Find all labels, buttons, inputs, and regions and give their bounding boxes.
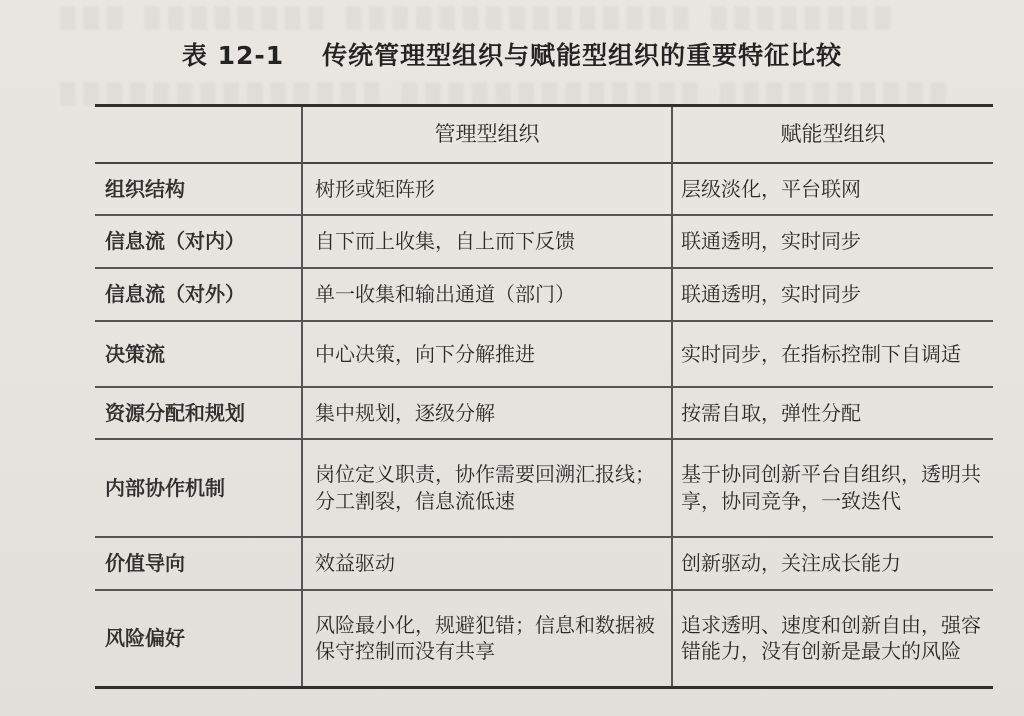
row-feature-cell: 风险偏好	[95, 590, 302, 687]
table-row	[95, 215, 993, 268]
table-row	[95, 439, 993, 537]
table-header-row	[95, 106, 993, 164]
row-management-cell: 风险最小化，规避犯错；信息和数据被保守控制而没有共享	[302, 590, 672, 687]
table-row	[95, 590, 993, 687]
bleed-through-text: ▒▒▒▒▒▒▒▒▒▒▒▒▒▒ ▒▒▒▒▒▒▒▒▒▒▒▒▒ ▒▒▒▒▒▒▒▒▒▒	[60, 82, 954, 106]
row-empowerment-cell: 实时同步，在指标控制下自调适	[681, 341, 961, 366]
row-management-cell: 单一收集和输出通道（部门）	[302, 268, 672, 321]
table-row	[95, 163, 993, 215]
row-feature-cell: 资源分配和规划	[95, 387, 302, 439]
table-row	[95, 321, 993, 387]
table-row	[95, 268, 993, 321]
bleed-through-text: ▒▒▒ ▒▒▒▒▒▒▒▒ ▒▒▒▒▒▒▒▒▒▒▒▒▒▒▒ ▒▒▒▒▒▒▒▒	[60, 6, 899, 30]
row-management-cell: 岗位定义职责，协作需要回溯汇报线；分工割裂，信息流低速	[302, 439, 672, 537]
header-feature	[95, 106, 302, 164]
row-feature-cell: 信息流（对内）	[95, 215, 302, 268]
row-feature-cell: 组织结构	[95, 163, 302, 215]
comparison-table	[95, 104, 993, 689]
row-empowerment-cell: 追求透明、速度和创新自由，强容错能力，没有创新是最大的风险	[681, 612, 981, 664]
row-management-cell: 集中规划，逐级分解	[302, 387, 672, 439]
row-management-cell: 树形或矩阵形	[302, 163, 672, 215]
row-feature-cell: 决策流	[95, 321, 302, 387]
table-row	[95, 387, 993, 439]
table-title: 传统管理型组织与赋能型组织的重要特征比较	[322, 41, 843, 70]
table-row	[95, 537, 993, 590]
row-feature-cell: 信息流（对外）	[95, 268, 302, 321]
row-empowerment-cell: 联通透明，实时同步	[681, 282, 861, 307]
row-feature-cell: 内部协作机制	[95, 439, 302, 537]
header-management: 管理型组织	[302, 106, 672, 164]
table-caption	[0, 36, 1024, 72]
table-number: 表 12-1	[181, 41, 285, 70]
row-empowerment-cell: 按需自取，弹性分配	[681, 400, 861, 425]
row-empowerment-cell: 联通透明，实时同步	[681, 229, 861, 254]
row-empowerment-cell: 基于协同创新平台自组织，透明共享，协同竞争，一致迭代	[681, 462, 981, 513]
row-management-cell: 中心决策，向下分解推进	[302, 321, 672, 387]
row-feature-cell: 价值导向	[95, 537, 302, 590]
row-empowerment-cell: 层级淡化，平台联网	[681, 176, 861, 201]
row-management-cell: 效益驱动	[302, 537, 672, 590]
header-empowerment: 赋能型组织	[780, 121, 886, 146]
table-body	[95, 163, 993, 687]
row-management-cell: 自下而上收集，自上而下反馈	[302, 215, 672, 268]
row-empowerment-cell: 创新驱动，关注成长能力	[681, 551, 901, 576]
